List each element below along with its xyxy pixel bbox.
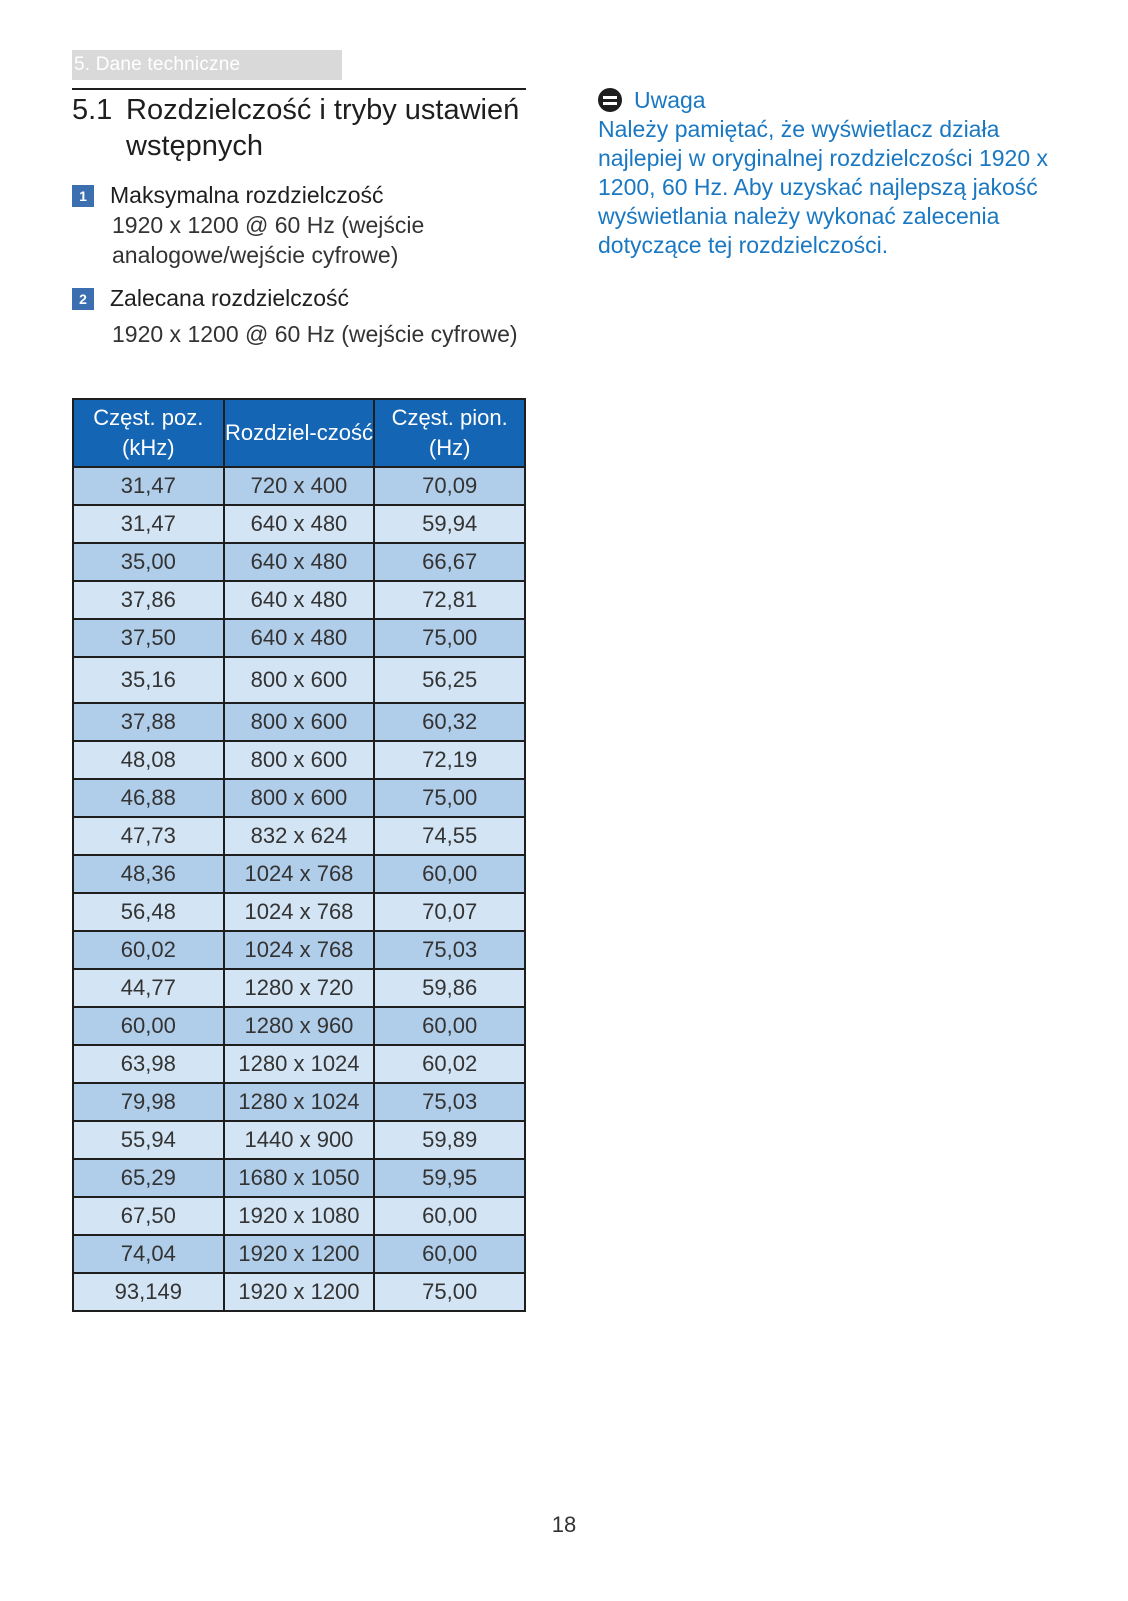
cell-vertical-frequency: 60,00 [374,855,525,893]
title-divider [72,88,526,90]
cell-horizontal-frequency: 63,98 [73,1045,224,1083]
table-row [73,1159,525,1197]
section-title [72,92,526,164]
cell-horizontal-frequency: 35,16 [73,657,224,703]
cell-vertical-frequency: 75,00 [374,779,525,817]
cell-horizontal-frequency: 60,00 [73,1007,224,1045]
table-row [73,505,525,543]
max-resolution-item [72,180,526,270]
cell-vertical-frequency: 59,94 [374,505,525,543]
section-number: 5.1 [72,94,113,126]
cell-horizontal-frequency: 37,88 [73,703,224,741]
item-number-badge: 1 [72,185,94,207]
resolution-table [72,398,526,1312]
cell-vertical-frequency: 70,09 [374,467,525,505]
item-body: 1920 x 1200 @ 60 Hz (wejście analogowe/wejście cyfrowe) [112,212,425,268]
cell-resolution: 640 x 480 [224,581,375,619]
table-row [73,741,525,779]
cell-resolution: 800 x 600 [224,703,375,741]
cell-vertical-frequency: 75,00 [374,619,525,657]
cell-horizontal-frequency: 74,04 [73,1235,224,1273]
table-row [73,969,525,1007]
cell-vertical-frequency: 60,00 [374,1197,525,1235]
cell-horizontal-frequency: 48,36 [73,855,224,893]
cell-resolution: 640 x 480 [224,543,375,581]
cell-horizontal-frequency: 37,50 [73,619,224,657]
cell-vertical-frequency: 75,00 [374,1273,525,1311]
header-resolution: Rozdziel-czość [224,399,375,467]
cell-resolution: 640 x 480 [224,505,375,543]
table-row [73,779,525,817]
cell-vertical-frequency: 56,25 [374,657,525,703]
cell-resolution: 1024 x 768 [224,893,375,931]
cell-horizontal-frequency: 65,29 [73,1159,224,1197]
table-row [73,855,525,893]
table-row [73,931,525,969]
cell-horizontal-frequency: 46,88 [73,779,224,817]
table-body [73,467,525,1311]
cell-vertical-frequency: 60,02 [374,1045,525,1083]
cell-vertical-frequency: 70,07 [374,893,525,931]
cell-horizontal-frequency: 60,02 [73,931,224,969]
table-row [73,1273,525,1311]
note-icon [598,88,622,112]
cell-resolution: 1440 x 900 [224,1121,375,1159]
table-row [73,1235,525,1273]
table-row [73,1121,525,1159]
note-text: Należy pamiętać, że wyświetlacz działa najlepiej w oryginalnej rozdzielczości 1920 x 1200, 60 Hz. Aby uzyskać najlepszą jakość wyświetlania należy wykonać zalecenia dotyczące tej rozdzielczości. [598,116,1049,258]
section-title-text: Rozdzielczość i tryby ustawień wstępnych [126,94,520,162]
cell-vertical-frequency: 60,32 [374,703,525,741]
table-header-row [73,399,525,467]
cell-horizontal-frequency: 37,86 [73,581,224,619]
cell-vertical-frequency: 60,00 [374,1235,525,1273]
cell-horizontal-frequency: 48,08 [73,741,224,779]
cell-resolution: 800 x 600 [224,657,375,703]
cell-horizontal-frequency: 47,73 [73,817,224,855]
cell-resolution: 1280 x 1024 [224,1045,375,1083]
cell-resolution: 1920 x 1080 [224,1197,375,1235]
table-row [73,467,525,505]
cell-horizontal-frequency: 67,50 [73,1197,224,1235]
cell-horizontal-frequency: 56,48 [73,893,224,931]
table-row [73,619,525,657]
cell-horizontal-frequency: 79,98 [73,1083,224,1121]
item-body: 1920 x 1200 @ 60 Hz (wejście cyfrowe) [112,321,518,347]
cell-resolution: 720 x 400 [224,467,375,505]
header-horizontal-frequency: Częst. poz. (kHz) [73,399,224,467]
chapter-tab: 5. Dane techniczne [72,50,342,80]
cell-vertical-frequency: 59,89 [374,1121,525,1159]
cell-resolution: 800 x 600 [224,741,375,779]
table-row [73,543,525,581]
header-vertical-frequency: Częst. pion. (Hz) [374,399,525,467]
cell-vertical-frequency: 72,19 [374,741,525,779]
note-title: Uwaga [634,87,706,113]
cell-resolution: 1920 x 1200 [224,1273,375,1311]
table-row [73,1197,525,1235]
cell-horizontal-frequency: 44,77 [73,969,224,1007]
page-number: 18 [551,1512,577,1537]
item-number-badge: 2 [72,288,94,310]
cell-resolution: 832 x 624 [224,817,375,855]
cell-resolution: 1680 x 1050 [224,1159,375,1197]
cell-vertical-frequency: 72,81 [374,581,525,619]
cell-vertical-frequency: 75,03 [374,931,525,969]
item-heading: Zalecana rozdzielczość [110,285,350,311]
table-row [73,581,525,619]
recommended-resolution-item [72,283,526,349]
table-row [73,893,525,931]
cell-horizontal-frequency: 31,47 [73,505,224,543]
table-row [73,1045,525,1083]
cell-vertical-frequency: 59,86 [374,969,525,1007]
table-row [73,817,525,855]
cell-vertical-frequency: 60,00 [374,1007,525,1045]
cell-resolution: 1280 x 720 [224,969,375,1007]
item-heading: Maksymalna rozdzielczość [110,182,384,208]
table-row [73,657,525,703]
cell-resolution: 1024 x 768 [224,855,375,893]
cell-resolution: 1280 x 1024 [224,1083,375,1121]
cell-vertical-frequency: 59,95 [374,1159,525,1197]
cell-horizontal-frequency: 55,94 [73,1121,224,1159]
cell-resolution: 640 x 480 [224,619,375,657]
cell-vertical-frequency: 74,55 [374,817,525,855]
cell-horizontal-frequency: 35,00 [73,543,224,581]
table-row [73,703,525,741]
cell-horizontal-frequency: 93,149 [73,1273,224,1311]
cell-horizontal-frequency: 31,47 [73,467,224,505]
note-box [598,85,1068,260]
table-row [73,1007,525,1045]
table-row [73,1083,525,1121]
cell-vertical-frequency: 66,67 [374,543,525,581]
cell-resolution: 1280 x 960 [224,1007,375,1045]
cell-resolution: 800 x 600 [224,779,375,817]
note-header [598,85,1068,115]
cell-resolution: 1024 x 768 [224,931,375,969]
cell-vertical-frequency: 75,03 [374,1083,525,1121]
cell-resolution: 1920 x 1200 [224,1235,375,1273]
